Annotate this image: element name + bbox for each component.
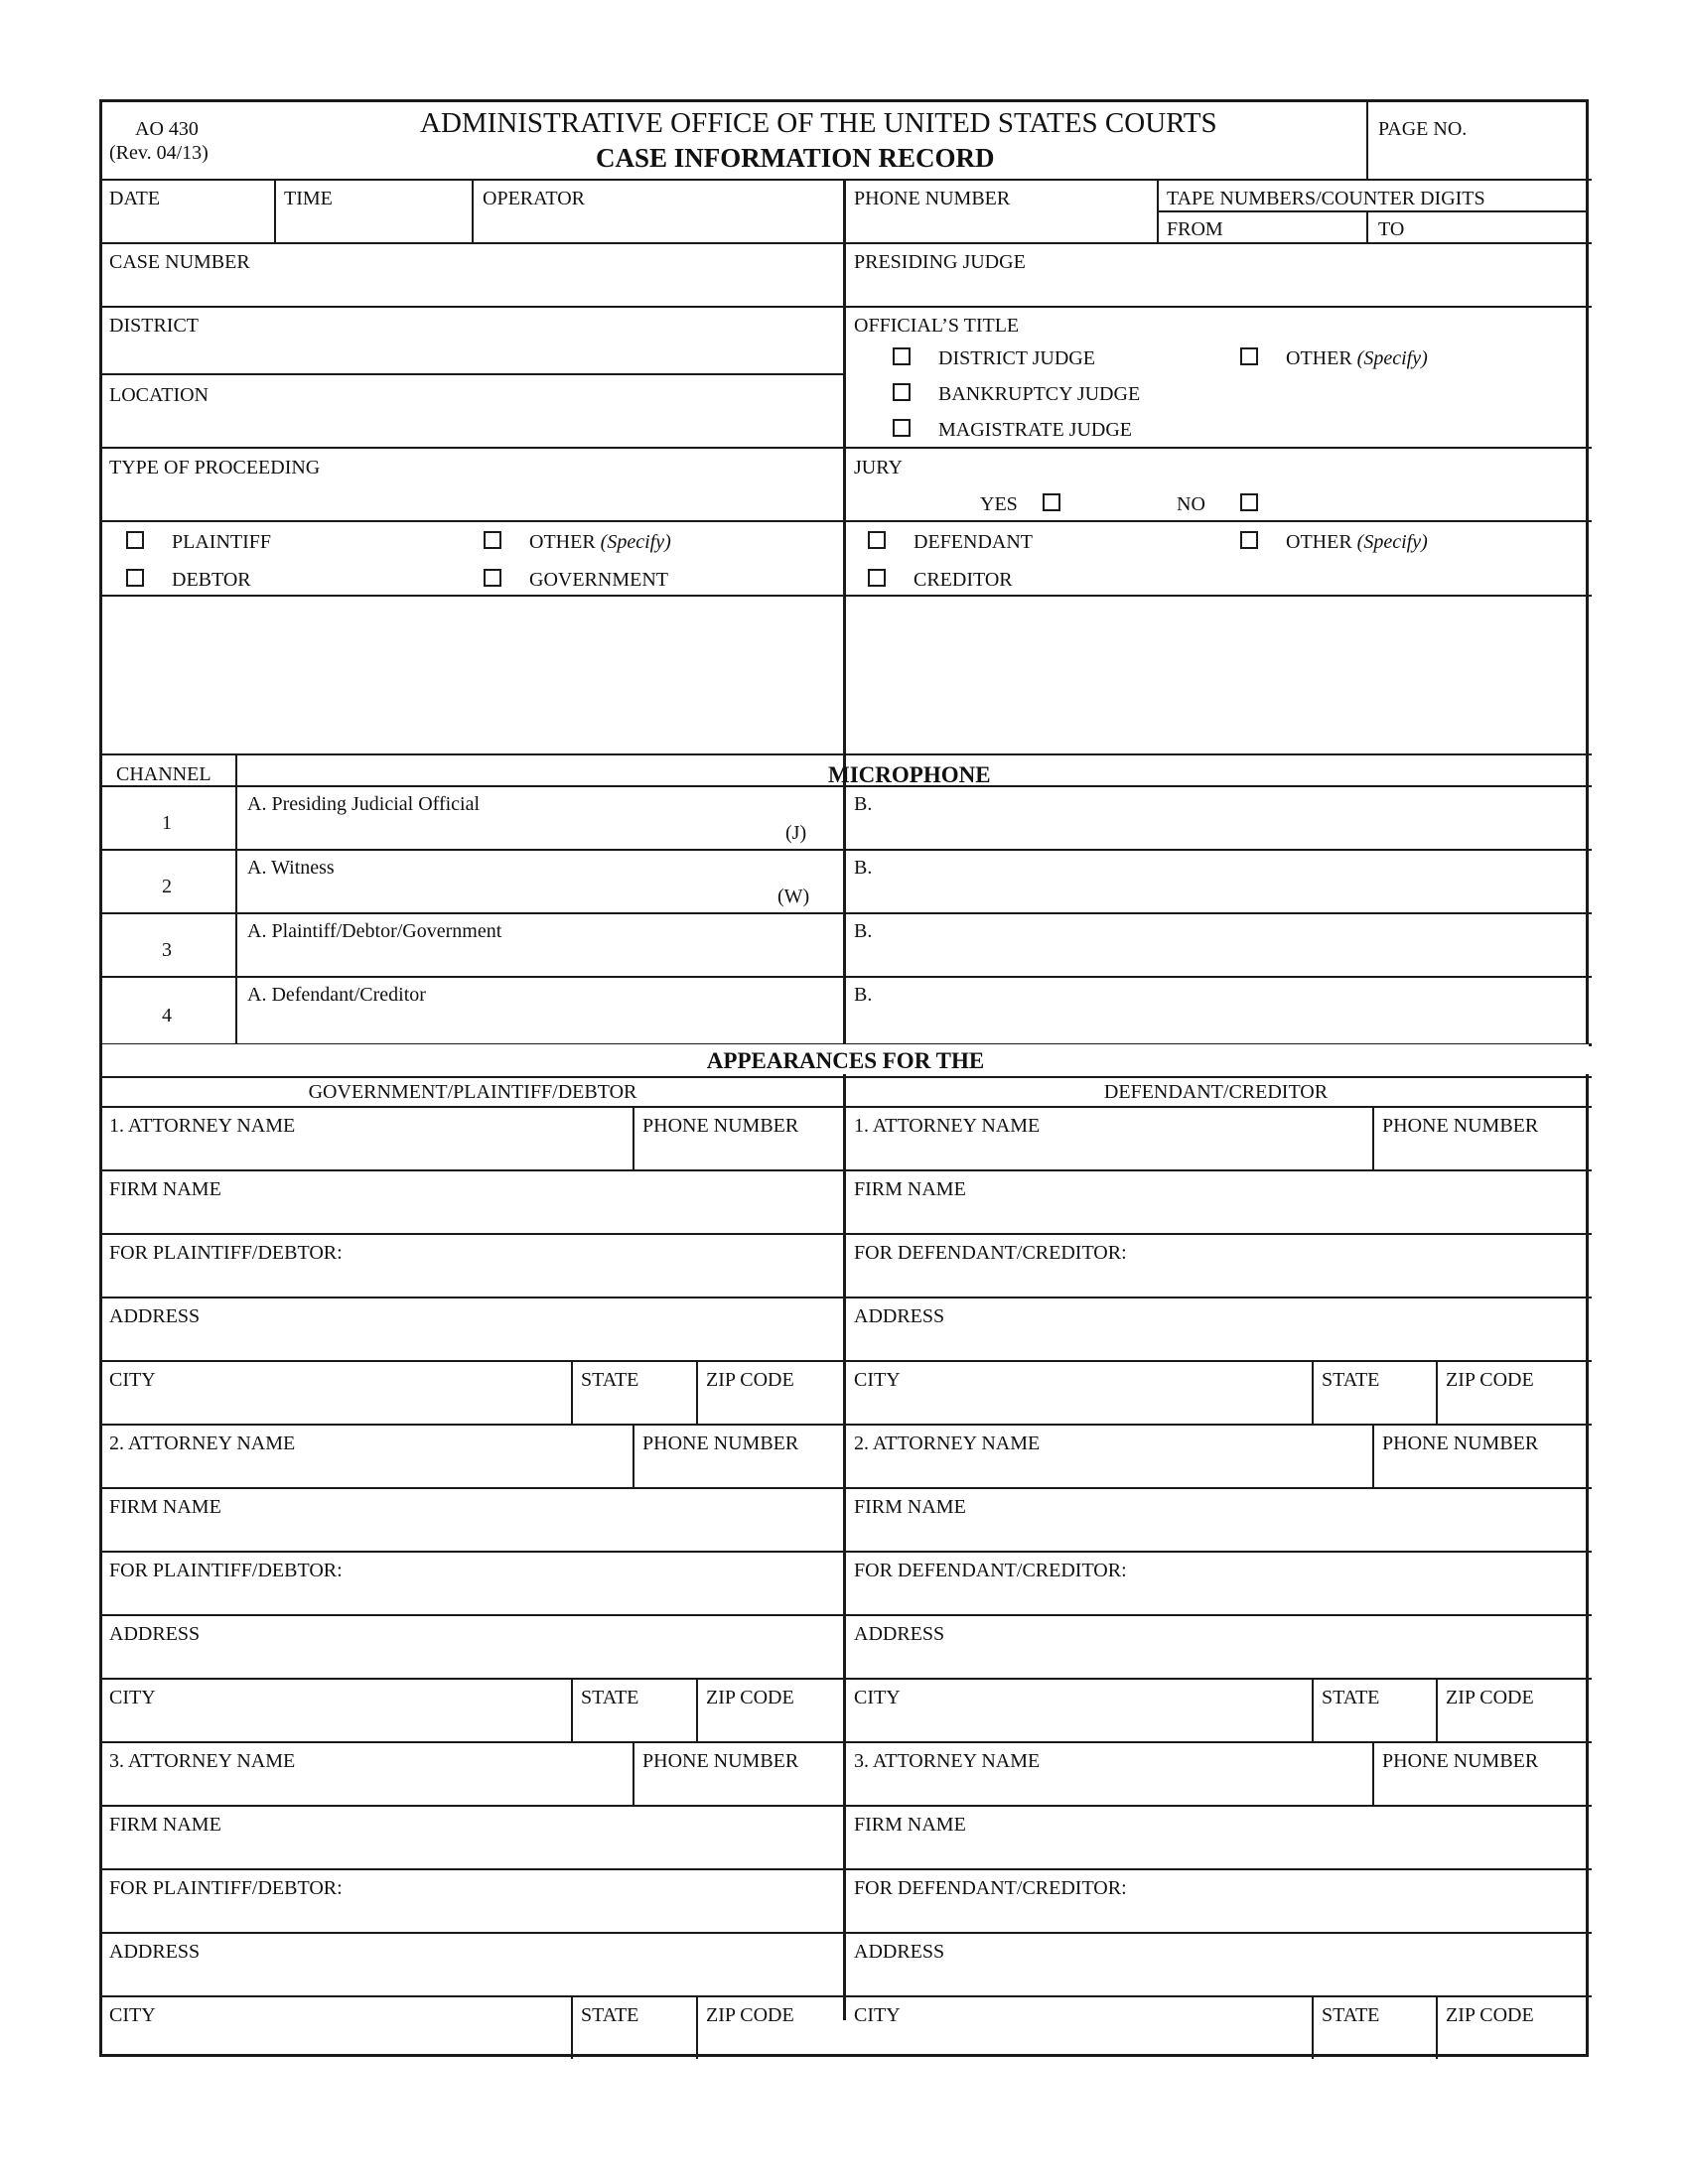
right-attorney-2-name-field[interactable] bbox=[843, 1424, 1372, 1487]
left-attorney-2-party-field[interactable] bbox=[102, 1551, 843, 1614]
right-attorney-1-city-field[interactable] bbox=[843, 1360, 1312, 1424]
jury-no-label: NO bbox=[1177, 493, 1205, 515]
left-attorney-3-city-field[interactable] bbox=[102, 1995, 571, 2059]
government-label: GOVERNMENT bbox=[529, 569, 668, 591]
defendant-side-details-field[interactable] bbox=[843, 595, 1589, 753]
right-attorney-2-phone-field[interactable] bbox=[1372, 1424, 1589, 1487]
right-attorney-1-state-field[interactable] bbox=[1312, 1360, 1436, 1424]
city-label: CITY bbox=[854, 2004, 901, 2026]
district-judge-checkbox[interactable] bbox=[893, 347, 911, 365]
right-attorney-3-city-field[interactable] bbox=[843, 1995, 1312, 2059]
left-attorney-3-firm-field[interactable] bbox=[102, 1805, 843, 1868]
zip-code-label: ZIP CODE bbox=[706, 1369, 794, 1391]
channel-1-mic-b-field[interactable] bbox=[843, 785, 1589, 849]
left-side-heading: GOVERNMENT/PLAINTIFF/DEBTOR bbox=[308, 1081, 637, 1103]
tape-numbers-label: TAPE NUMBERS/COUNTER DIGITS bbox=[1167, 188, 1485, 209]
mic-a-label: A. Presiding Judicial Official bbox=[247, 793, 481, 815]
address-label: ADDRESS bbox=[109, 1623, 201, 1645]
debtor-label: DEBTOR bbox=[172, 569, 251, 591]
date-label: DATE bbox=[109, 188, 161, 209]
case-information-record-form bbox=[99, 99, 1589, 2057]
state-label: STATE bbox=[581, 1687, 639, 1708]
attorney-2-name-label: 2. ATTORNEY NAME bbox=[854, 1433, 1041, 1454]
right-attorney-3-phone-field[interactable] bbox=[1372, 1741, 1589, 1805]
phone-number-label: PHONE NUMBER bbox=[1382, 1433, 1539, 1454]
channel-3-mic-b-field[interactable] bbox=[843, 912, 1589, 976]
city-label: CITY bbox=[854, 1369, 901, 1391]
firm-name-label: FIRM NAME bbox=[109, 1496, 221, 1518]
address-label: ADDRESS bbox=[854, 1623, 945, 1645]
right-attorney-1-phone-field[interactable] bbox=[1372, 1106, 1589, 1169]
right-attorney-2-zip-field[interactable] bbox=[1436, 1678, 1589, 1741]
left-attorney-3-address-field[interactable] bbox=[102, 1932, 843, 1995]
left-attorney-2-zip-field[interactable] bbox=[696, 1678, 843, 1741]
state-label: STATE bbox=[1322, 1687, 1380, 1708]
left-attorney-3-party-field[interactable] bbox=[102, 1868, 843, 1932]
attorney-1-name-label: 1. ATTORNEY NAME bbox=[854, 1115, 1041, 1137]
channel-number: 4 bbox=[162, 1005, 172, 1026]
left-attorney-2-address-field[interactable] bbox=[102, 1614, 843, 1678]
mic-b-label: B. bbox=[854, 793, 873, 815]
right-attorney-1-firm-field[interactable] bbox=[843, 1169, 1589, 1233]
presiding-judge-label: PRESIDING JUDGE bbox=[854, 251, 1026, 273]
firm-name-label: FIRM NAME bbox=[854, 1178, 966, 1200]
city-label: CITY bbox=[109, 2004, 156, 2026]
left-attorney-3-zip-field[interactable] bbox=[696, 1995, 843, 2059]
left-attorney-1-phone-field[interactable] bbox=[633, 1106, 843, 1169]
channel-2-mic-b-field[interactable] bbox=[843, 849, 1589, 912]
city-label: CITY bbox=[109, 1369, 156, 1391]
left-attorney-3-state-field[interactable] bbox=[571, 1995, 696, 2059]
channel-header: CHANNEL bbox=[116, 763, 211, 785]
microphone-header: MICROPHONE bbox=[828, 762, 991, 787]
left-attorney-2-firm-field[interactable] bbox=[102, 1487, 843, 1551]
attorney-1-name-label: 1. ATTORNEY NAME bbox=[109, 1115, 296, 1137]
right-attorney-3-firm-field[interactable] bbox=[843, 1805, 1589, 1868]
tape-to-label: TO bbox=[1378, 218, 1405, 240]
left-attorney-2-state-field[interactable] bbox=[571, 1678, 696, 1741]
right-attorney-1-name-field[interactable] bbox=[843, 1106, 1372, 1169]
channel-2-mic-a-field[interactable] bbox=[235, 849, 843, 912]
mic-a-label: A. Witness bbox=[247, 857, 335, 879]
plaintiff-checkbox[interactable] bbox=[126, 531, 144, 549]
left-other-checkbox[interactable] bbox=[484, 531, 501, 549]
appearances-title: APPEARANCES FOR THE bbox=[706, 1048, 985, 1073]
form-title: CASE INFORMATION RECORD bbox=[596, 143, 995, 173]
plaintiff-side-details-field[interactable] bbox=[102, 595, 843, 753]
city-label: CITY bbox=[109, 1687, 156, 1708]
jury-yes-label: YES bbox=[980, 493, 1018, 515]
left-attorney-1-party-field[interactable] bbox=[102, 1233, 843, 1297]
mic-code: (W) bbox=[777, 886, 810, 907]
district-label: DISTRICT bbox=[109, 315, 199, 337]
case-number-field[interactable] bbox=[102, 242, 843, 306]
state-label: STATE bbox=[581, 2004, 639, 2026]
official-other-checkbox[interactable] bbox=[1240, 347, 1258, 365]
jury-label: JURY bbox=[854, 457, 903, 478]
for-party-label: FOR PLAINTIFF/DEBTOR: bbox=[109, 1560, 343, 1581]
address-label: ADDRESS bbox=[109, 1941, 201, 1963]
location-label: LOCATION bbox=[109, 384, 209, 406]
tape-from-label: FROM bbox=[1167, 218, 1223, 240]
left-attorney-1-city-field[interactable] bbox=[102, 1360, 571, 1424]
right-attorney-2-firm-field[interactable] bbox=[843, 1487, 1589, 1551]
mic-a-label: A. Defendant/Creditor bbox=[247, 984, 426, 1006]
left-attorney-2-phone-field[interactable] bbox=[633, 1424, 843, 1487]
phone-number-label: PHONE NUMBER bbox=[854, 188, 1011, 209]
left-other-label: OTHER (Specify) bbox=[529, 531, 671, 553]
firm-name-label: FIRM NAME bbox=[109, 1178, 221, 1200]
mic-b-label: B. bbox=[854, 984, 873, 1006]
operator-label: OPERATOR bbox=[483, 188, 585, 209]
type-of-proceeding-label: TYPE OF PROCEEDING bbox=[109, 457, 321, 478]
magistrate-judge-checkbox[interactable] bbox=[893, 419, 911, 437]
officials-title-label: OFFICIAL’S TITLE bbox=[854, 315, 1020, 337]
state-label: STATE bbox=[1322, 2004, 1380, 2026]
right-attorney-1-address-field[interactable] bbox=[843, 1297, 1589, 1360]
attorney-2-name-label: 2. ATTORNEY NAME bbox=[109, 1433, 296, 1454]
phone-number-field[interactable] bbox=[843, 179, 1157, 242]
jury-yes-checkbox[interactable] bbox=[1043, 493, 1060, 511]
jury-no-checkbox[interactable] bbox=[1240, 493, 1258, 511]
zip-code-label: ZIP CODE bbox=[1446, 2004, 1534, 2026]
attorney-3-name-label: 3. ATTORNEY NAME bbox=[109, 1750, 296, 1772]
district-judge-label: DISTRICT JUDGE bbox=[938, 347, 1095, 369]
tape-from-field[interactable] bbox=[1157, 210, 1366, 242]
right-attorney-3-name-field[interactable] bbox=[843, 1741, 1372, 1805]
left-attorney-1-address-field[interactable] bbox=[102, 1297, 843, 1360]
channel-number: 3 bbox=[162, 939, 172, 961]
mic-b-label: B. bbox=[854, 857, 873, 879]
presiding-judge-field[interactable] bbox=[843, 242, 1589, 306]
right-attorney-3-party-field[interactable] bbox=[843, 1868, 1589, 1932]
phone-number-label: PHONE NUMBER bbox=[642, 1115, 799, 1137]
right-attorney-2-party-field[interactable] bbox=[843, 1551, 1589, 1614]
magistrate-judge-label: MAGISTRATE JUDGE bbox=[938, 419, 1132, 441]
for-party-label: FOR PLAINTIFF/DEBTOR: bbox=[109, 1877, 343, 1899]
for-party-label: FOR DEFENDANT/CREDITOR: bbox=[854, 1877, 1127, 1899]
state-label: STATE bbox=[581, 1369, 639, 1391]
type-of-proceeding-field[interactable] bbox=[102, 447, 843, 520]
bankruptcy-judge-label: BANKRUPTCY JUDGE bbox=[938, 383, 1141, 405]
zip-code-label: ZIP CODE bbox=[1446, 1687, 1534, 1708]
mic-a-label: A. Plaintiff/Debtor/Government bbox=[247, 920, 502, 942]
state-label: STATE bbox=[1322, 1369, 1380, 1391]
time-field[interactable] bbox=[274, 179, 472, 242]
phone-number-label: PHONE NUMBER bbox=[1382, 1115, 1539, 1137]
zip-code-label: ZIP CODE bbox=[706, 1687, 794, 1708]
left-attorney-3-phone-field[interactable] bbox=[633, 1741, 843, 1805]
agency-name: ADMINISTRATIVE OFFICE OF THE UNITED STATES COURTS bbox=[420, 107, 1217, 139]
phone-number-label: PHONE NUMBER bbox=[1382, 1750, 1539, 1772]
case-number-label: CASE NUMBER bbox=[109, 251, 250, 273]
phone-number-label: PHONE NUMBER bbox=[642, 1750, 799, 1772]
defendant-label: DEFENDANT bbox=[914, 531, 1033, 553]
address-label: ADDRESS bbox=[109, 1305, 201, 1327]
zip-code-label: ZIP CODE bbox=[1446, 1369, 1534, 1391]
date-field[interactable] bbox=[102, 179, 274, 242]
address-label: ADDRESS bbox=[854, 1941, 945, 1963]
right-attorney-3-state-field[interactable] bbox=[1312, 1995, 1436, 2059]
mic-code: (J) bbox=[785, 822, 807, 844]
channel-1-mic-a-field[interactable] bbox=[235, 785, 843, 849]
right-other-label: OTHER (Specify) bbox=[1286, 531, 1428, 553]
right-attorney-3-address-field[interactable] bbox=[843, 1932, 1589, 1995]
phone-number-label: PHONE NUMBER bbox=[642, 1433, 799, 1454]
firm-name-label: FIRM NAME bbox=[854, 1814, 966, 1836]
creditor-checkbox[interactable] bbox=[868, 569, 886, 587]
defendant-checkbox[interactable] bbox=[868, 531, 886, 549]
channel-number: 1 bbox=[162, 812, 172, 834]
time-label: TIME bbox=[284, 188, 333, 209]
right-attorney-1-zip-field[interactable] bbox=[1436, 1360, 1589, 1424]
channel-4-mic-b-field[interactable] bbox=[843, 976, 1589, 1043]
debtor-checkbox[interactable] bbox=[126, 569, 144, 587]
mic-b-label: B. bbox=[854, 920, 873, 942]
firm-name-label: FIRM NAME bbox=[854, 1496, 966, 1518]
bankruptcy-judge-checkbox[interactable] bbox=[893, 383, 911, 401]
attorney-3-name-label: 3. ATTORNEY NAME bbox=[854, 1750, 1041, 1772]
right-attorney-2-state-field[interactable] bbox=[1312, 1678, 1436, 1741]
left-attorney-1-state-field[interactable] bbox=[571, 1360, 696, 1424]
for-party-label: FOR PLAINTIFF/DEBTOR: bbox=[109, 1242, 343, 1264]
left-attorney-2-name-field[interactable] bbox=[102, 1424, 633, 1487]
tape-to-field[interactable] bbox=[1366, 210, 1589, 242]
zip-code-label: ZIP CODE bbox=[706, 2004, 794, 2026]
operator-field[interactable] bbox=[472, 179, 843, 242]
district-field[interactable] bbox=[102, 306, 843, 373]
left-attorney-1-zip-field[interactable] bbox=[696, 1360, 843, 1424]
left-attorney-1-name-field[interactable] bbox=[102, 1106, 633, 1169]
form-revision: (Rev. 04/13) bbox=[109, 142, 209, 164]
left-attorney-1-firm-field[interactable] bbox=[102, 1169, 843, 1233]
left-attorney-2-city-field[interactable] bbox=[102, 1678, 571, 1741]
official-other-label: OTHER (Specify) bbox=[1286, 347, 1428, 369]
government-checkbox[interactable] bbox=[484, 569, 501, 587]
city-label: CITY bbox=[854, 1687, 901, 1708]
for-party-label: FOR DEFENDANT/CREDITOR: bbox=[854, 1242, 1127, 1264]
for-party-label: FOR DEFENDANT/CREDITOR: bbox=[854, 1560, 1127, 1581]
right-side-heading: DEFENDANT/CREDITOR bbox=[1103, 1081, 1329, 1103]
address-label: ADDRESS bbox=[854, 1305, 945, 1327]
right-attorney-3-zip-field[interactable] bbox=[1436, 1995, 1589, 2059]
creditor-label: CREDITOR bbox=[914, 569, 1013, 591]
right-other-checkbox[interactable] bbox=[1240, 531, 1258, 549]
plaintiff-label: PLAINTIFF bbox=[172, 531, 272, 553]
left-attorney-3-name-field[interactable] bbox=[102, 1741, 633, 1805]
channel-4-mic-a-field[interactable] bbox=[235, 976, 843, 1043]
right-attorney-1-party-field[interactable] bbox=[843, 1233, 1589, 1297]
location-field[interactable] bbox=[102, 373, 843, 447]
channel-3-mic-a-field[interactable] bbox=[235, 912, 843, 976]
form-id: AO 430 bbox=[135, 118, 199, 140]
channel-number: 2 bbox=[162, 876, 172, 897]
page-no-label: PAGE NO. bbox=[1378, 118, 1468, 140]
right-attorney-2-address-field[interactable] bbox=[843, 1614, 1589, 1678]
right-attorney-2-city-field[interactable] bbox=[843, 1678, 1312, 1741]
firm-name-label: FIRM NAME bbox=[109, 1814, 221, 1836]
